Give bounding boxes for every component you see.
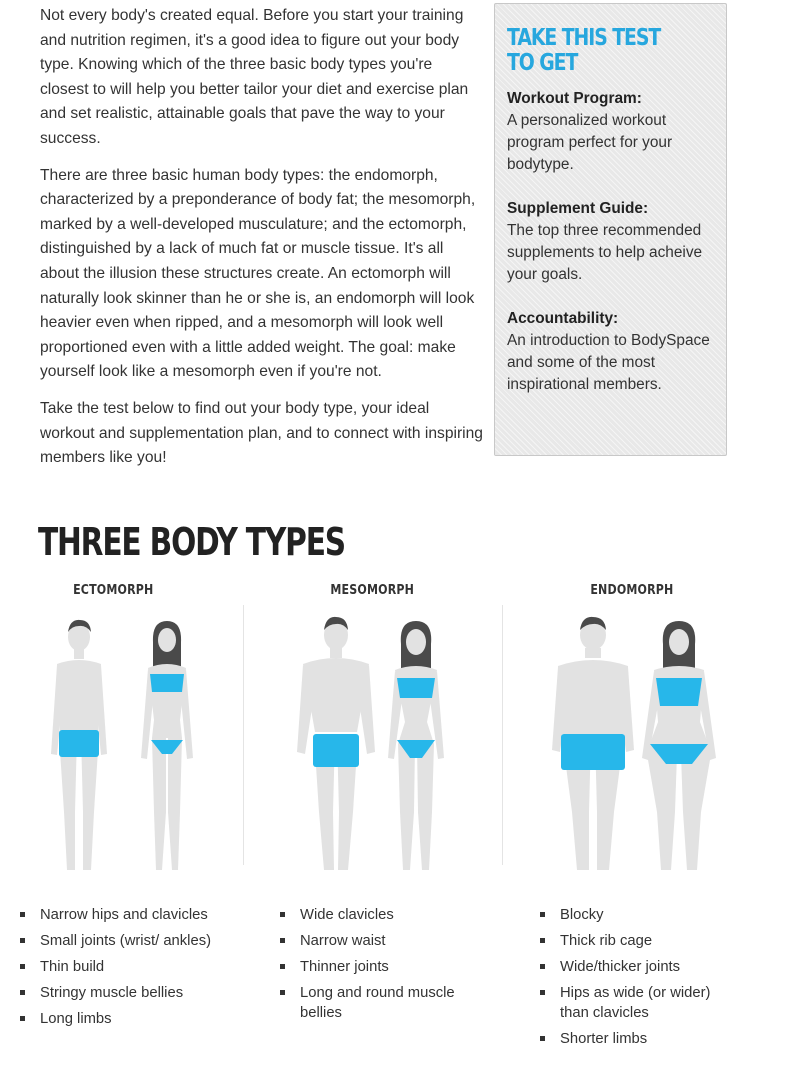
endomorph-label: ENDOMORPH	[590, 583, 674, 598]
supplement-guide-text: The top three recommended supplements to help acheive your goals.	[507, 222, 703, 283]
list-item: Wide/thicker joints	[540, 957, 740, 977]
list-item: Thinner joints	[280, 957, 490, 977]
bullet-icon	[20, 964, 25, 969]
take-test-box	[494, 3, 727, 456]
three-body-types-title: THREE BODY TYPES	[38, 520, 345, 564]
intro-text	[40, 4, 485, 483]
mesomorph-male-figure	[297, 617, 375, 870]
accountability-section	[507, 308, 714, 396]
supplement-guide-heading: Supplement Guide:	[507, 200, 649, 217]
bullet-icon	[540, 990, 545, 995]
ectomorph-figures	[20, 612, 240, 882]
list-item: Stringy muscle bellies	[20, 983, 250, 1003]
endomorph-figures	[540, 612, 760, 882]
list-item: Thin build	[20, 957, 250, 977]
mesomorph-traits	[280, 905, 490, 1029]
supplement-guide-section	[507, 198, 714, 286]
ectomorph-traits	[20, 905, 250, 1035]
list-item: Thick rib cage	[540, 931, 740, 951]
bullet-icon	[20, 912, 25, 917]
endomorph-traits	[540, 905, 740, 1055]
bullet-icon	[540, 938, 545, 943]
bullet-icon	[540, 912, 545, 917]
bullet-icon	[540, 1036, 545, 1041]
list-item: Hips as wide (or wider) than clavicles	[540, 983, 740, 1023]
list-item: Shorter limbs	[540, 1029, 740, 1049]
bullet-icon	[280, 990, 285, 995]
bullet-icon	[280, 912, 285, 917]
mesomorph-figures	[283, 612, 503, 882]
list-item: Long limbs	[20, 1009, 250, 1029]
ectomorph-label: ECTOMORPH	[72, 583, 154, 598]
list-item: Narrow hips and clavicles	[20, 905, 250, 925]
list-item: Small joints (wrist/ ankles)	[20, 931, 250, 951]
list-item: Long and round muscle bellies	[280, 983, 490, 1023]
workout-program-section	[507, 88, 714, 176]
intro-paragraph-3: Take the test below to find out your body type, your ideal workout and supplementation plan, and to connect with inspiring members like you!	[40, 399, 483, 467]
bullet-icon	[20, 990, 25, 995]
accountability-text: An introduction to BodySpace and some of the most inspirational members.	[507, 332, 710, 393]
intro-paragraph-1: Not every body's created equal. Before you start your training and nutrition regimen, it's a good idea to figure out your body type. Knowing which of the three basic body types you're closest to will help you better tailor your diet and exercise plan and set realistic, attainable goals that pave the way to your success.	[40, 7, 469, 147]
list-item: Blocky	[540, 905, 740, 925]
intro-paragraph-2: There are three basic human body types: the endomorph, characterized by a preponderance of body fat; the mesomorph, marked by a well-developed musculature; and the ectomorph, distinguished by a lack of much fat or muscle tissue. It's all about the illusion these structures create. An ectomorph will naturally look skinner than he or she is, an endomorph will look heavier even when ripped, and a mesomorph will look well proportioned even with a little added weight. The goal: make yourself look like a mesomorph even if you're not.	[40, 166, 476, 381]
bullet-icon	[280, 964, 285, 969]
workout-program-heading: Workout Program:	[507, 90, 642, 107]
mesomorph-label: MESOMORPH	[330, 583, 414, 598]
take-test-title: TAKE THIS TEST TO GET	[507, 25, 661, 76]
list-item: Narrow waist	[280, 931, 490, 951]
bullet-icon	[20, 938, 25, 943]
bullet-icon	[540, 964, 545, 969]
ectomorph-male-figure	[51, 620, 107, 870]
workout-program-text: A personalized workout program perfect for your bodytype.	[507, 112, 673, 173]
endomorph-female-figure	[642, 621, 716, 870]
bullet-icon	[20, 1016, 25, 1021]
mesomorph-female-figure	[388, 621, 444, 870]
endomorph-male-figure	[552, 617, 634, 870]
bullet-icon	[280, 938, 285, 943]
column-divider	[243, 605, 244, 865]
ectomorph-female-figure	[141, 621, 193, 870]
accountability-heading: Accountability:	[507, 310, 619, 327]
list-item: Wide clavicles	[280, 905, 490, 925]
